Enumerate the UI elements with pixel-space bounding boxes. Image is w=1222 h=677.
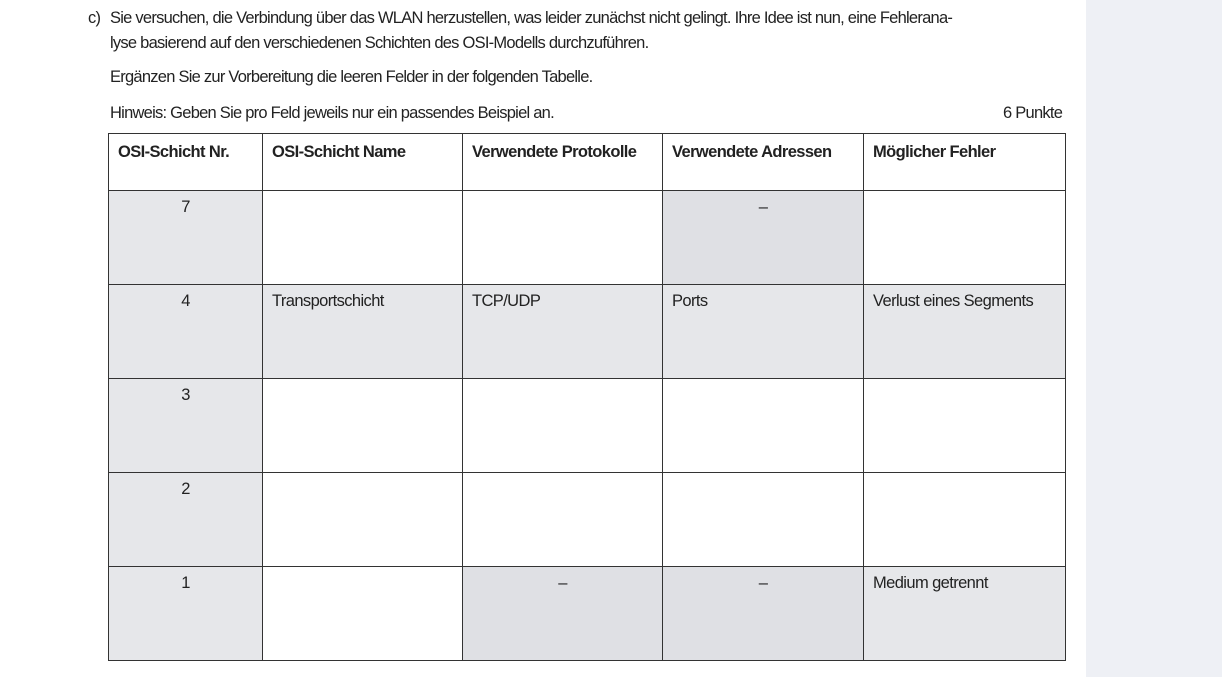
header-nr: OSI-Schicht Nr. [109,134,263,191]
cell-nr: 7 [109,191,263,285]
cell-error[interactable] [864,473,1066,567]
cell-nr: 1 [109,567,263,661]
table-row [109,285,1066,379]
cell-error[interactable] [864,191,1066,285]
cell-addresses: – [663,567,864,661]
cell-protocols: TCP/UDP [463,285,663,379]
instruction: Ergänzen Sie zur Vorbereitung die leeren Felder in der folgenden Tabelle. [110,68,593,86]
cell-name: Transportschicht [263,285,463,379]
cell-name[interactable] [263,567,463,661]
cell-name[interactable] [263,379,463,473]
cell-addresses: Ports [663,285,864,379]
cell-error[interactable] [864,379,1066,473]
osi-table [108,133,1066,661]
task-text-line2: lyse basierend auf den verschiedenen Schichten des OSI-Modells durchzuführen. [110,34,649,52]
header-name: OSI-Schicht Name [263,134,463,191]
cell-error: Verlust eines Segments [864,285,1066,379]
header-protocols: Verwendete Protokolle [463,134,663,191]
table-row [109,191,1066,285]
cell-protocols[interactable] [463,473,663,567]
task-label: c) [88,9,101,27]
cell-name[interactable] [263,473,463,567]
cell-nr: 2 [109,473,263,567]
header-addresses: Verwendete Adressen [663,134,864,191]
table-header-row [109,134,1066,191]
task-text-line1: Sie versuchen, die Verbindung über das WLAN herzustellen, was leider zunächst nicht gelingt. Ihre Idee ist nun, eine Fehlerana- [110,9,953,27]
cell-name[interactable] [263,191,463,285]
table-row [109,473,1066,567]
table-row [109,379,1066,473]
cell-nr: 4 [109,285,263,379]
cell-protocols[interactable] [463,191,663,285]
cell-error: Medium getrennt [864,567,1066,661]
table-row [109,567,1066,661]
page-margin-strip [1086,0,1222,677]
hint: Hinweis: Geben Sie pro Feld jeweils nur ein passendes Beispiel an. [110,104,554,122]
cell-addresses[interactable] [663,379,864,473]
cell-addresses: – [663,191,864,285]
cell-addresses[interactable] [663,473,864,567]
header-error: Möglicher Fehler [864,134,1066,191]
points: 6 Punkte [1003,104,1063,122]
cell-nr: 3 [109,379,263,473]
cell-protocols: – [463,567,663,661]
cell-protocols[interactable] [463,379,663,473]
